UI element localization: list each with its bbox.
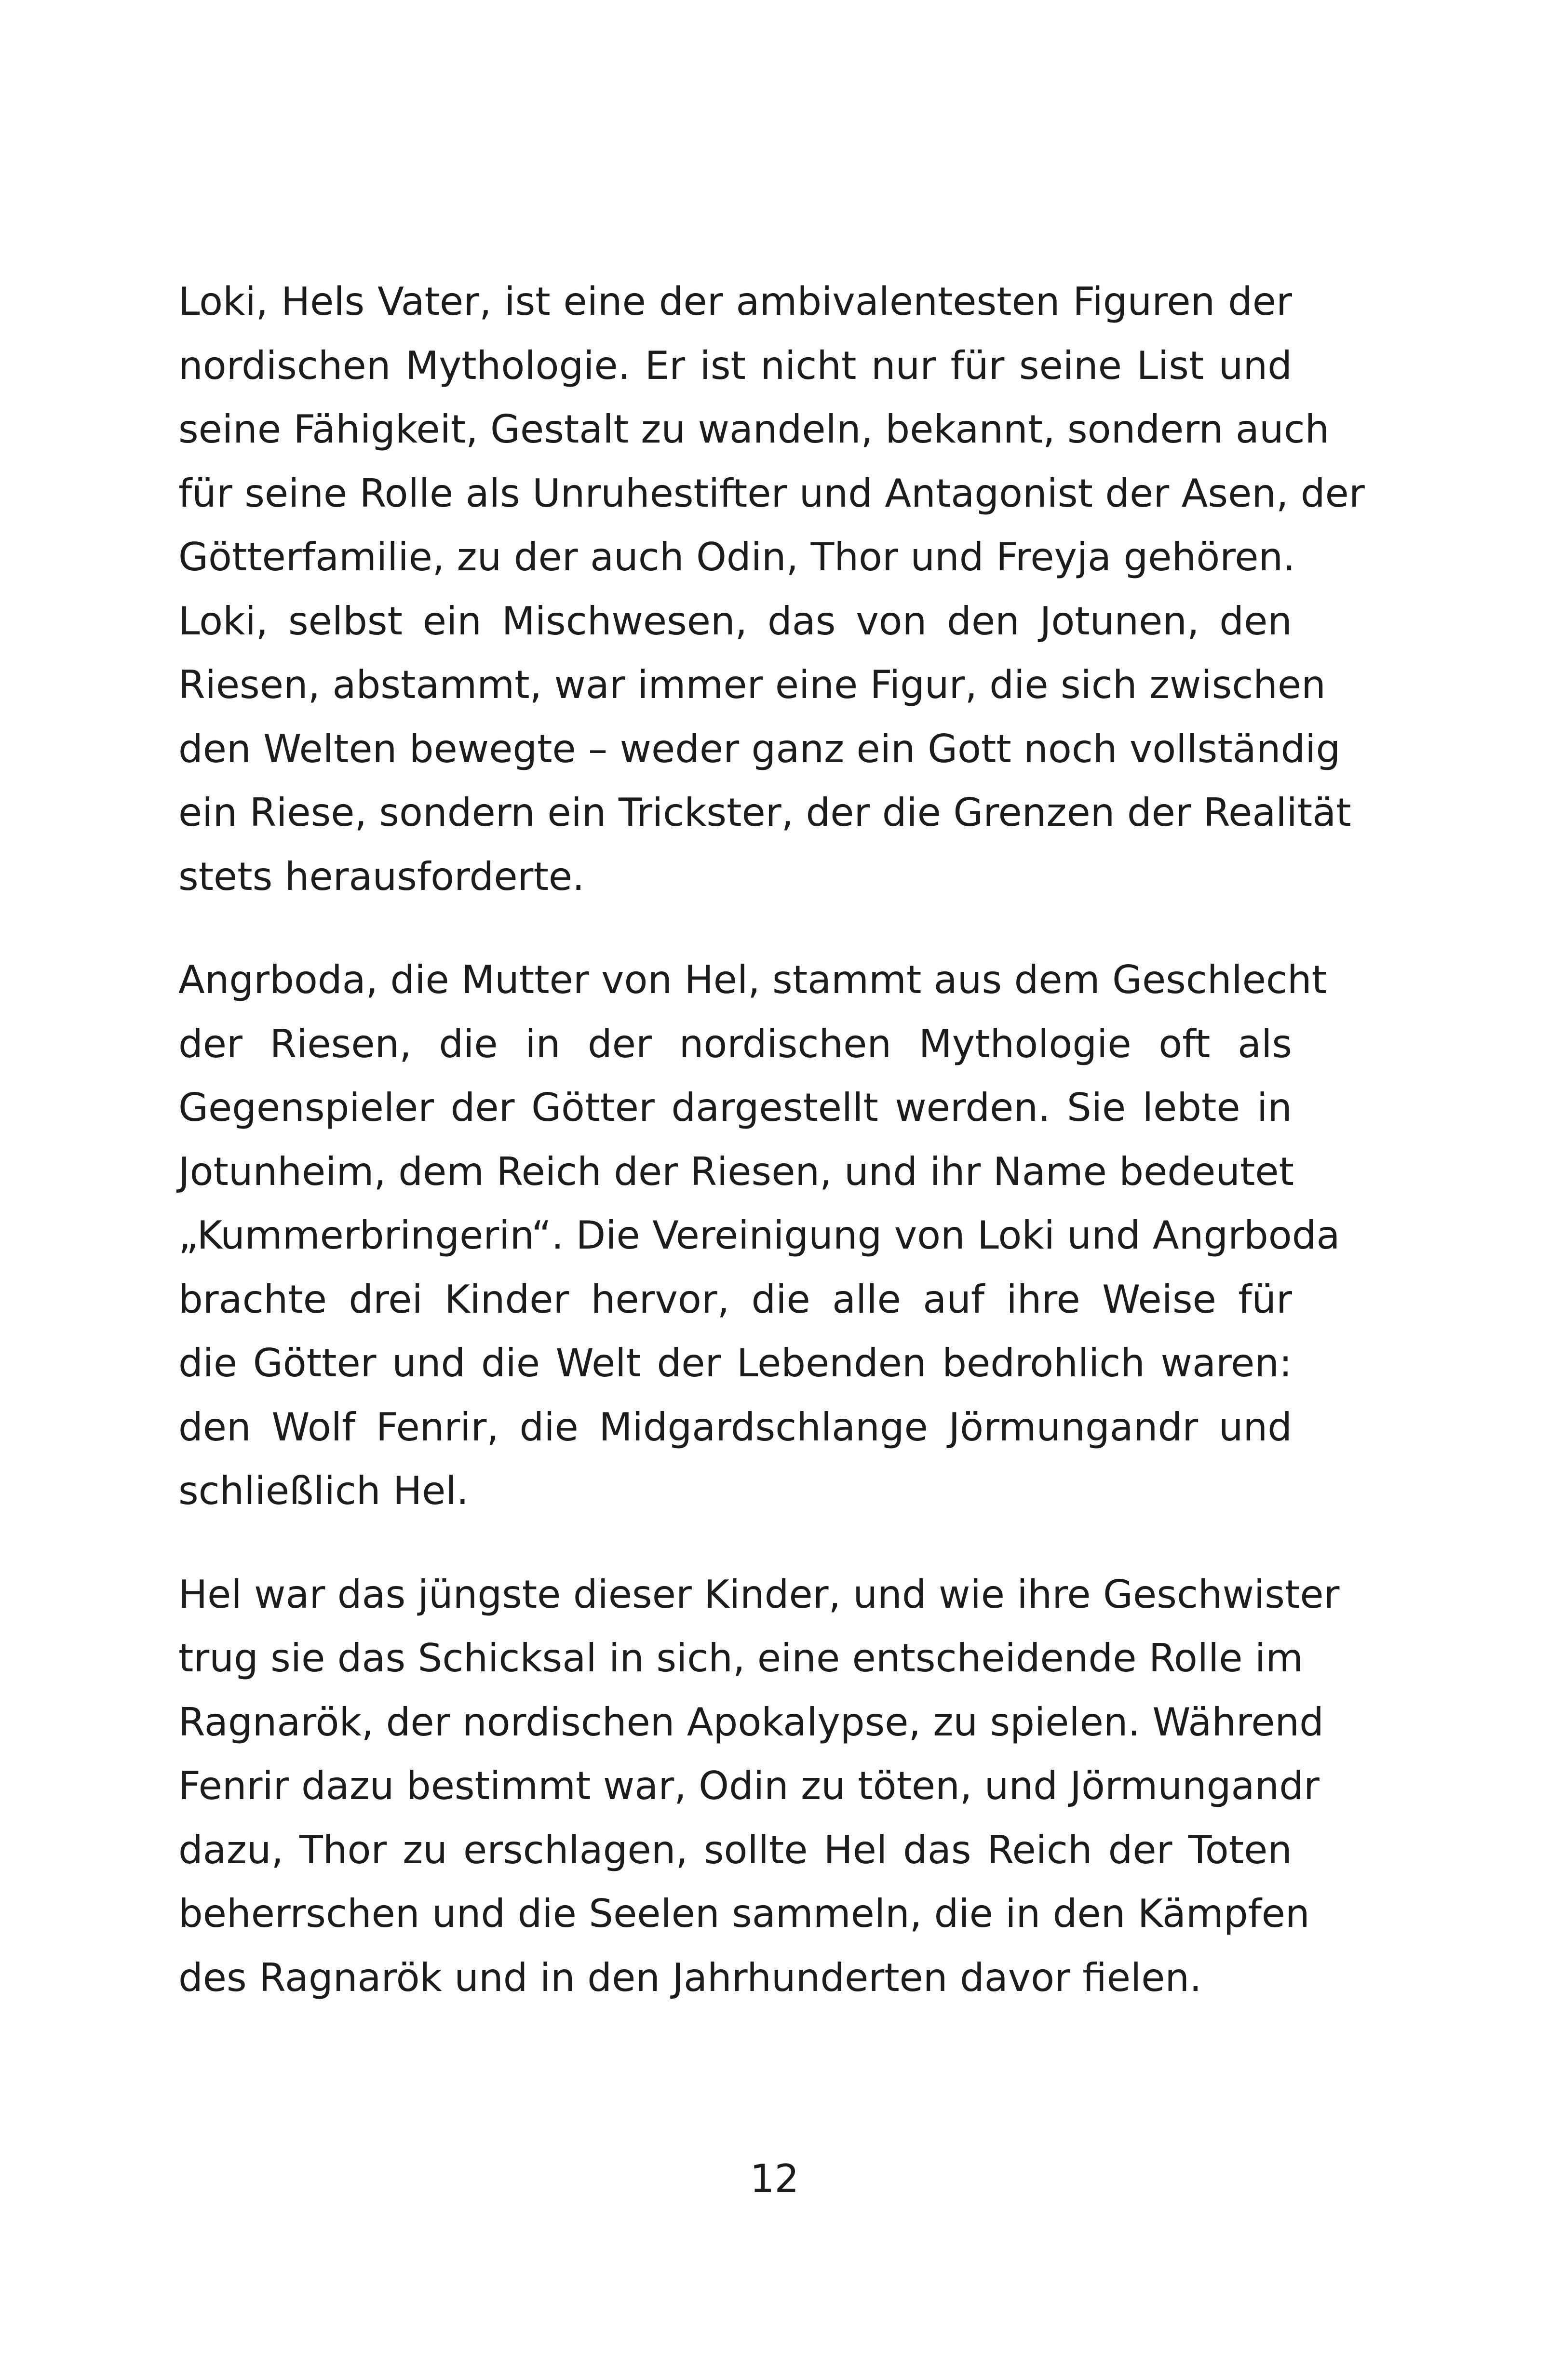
text-line: brachte drei Kinder hervor, die alle auf ihre Weise für: [178, 1277, 1292, 1322]
body-text: [178, 270, 1365, 2049]
text-line: Jotunheim, dem Reich der Riesen, und ihr Name bedeutet: [178, 1149, 1294, 1194]
text-line: stets herausforderte.: [178, 854, 585, 899]
paragraph-3: [178, 1563, 1340, 2010]
text-line: des Ragnarök und in den Jahrhunderten davor fielen.: [178, 1955, 1202, 2000]
text-line: Fenrir dazu bestimmt war, Odin zu töten, und Jörmungandr: [178, 1763, 1320, 1808]
text-line: dazu, Thor zu erschlagen, sollte Hel das Reich der Toten: [178, 1827, 1292, 1872]
text-line: für seine Rolle als Unruhestifter und Antagonist der Asen, der: [178, 471, 1365, 516]
text-line: seine Fähigkeit, Gestalt zu wandeln, bekannt, sondern auch: [178, 407, 1330, 452]
text-line: trug sie das Schicksal in sich, eine entscheidende Rolle im: [178, 1636, 1304, 1681]
text-line: Angrboda, die Mutter von Hel, stammt aus dem Geschlecht: [178, 957, 1327, 1002]
text-line: den Welten bewegte – weder ganz ein Gott noch vollständig: [178, 726, 1341, 771]
text-line: „Kummerbringerin“. Die Vereinigung von Loki und Angrboda: [178, 1213, 1340, 1258]
text-line: Hel war das jüngste dieser Kinder, und wie ihre Geschwister: [178, 1572, 1340, 1617]
text-line: schließlich Hel.: [178, 1468, 469, 1513]
text-line: Riesen, abstammt, war immer eine Figur, die sich zwischen: [178, 662, 1326, 707]
text-line: Götterfamilie, zu der auch Odin, Thor und Freyja gehören.: [178, 535, 1295, 579]
text-line: den Wolf Fenrir, die Midgardschlange Jörmungandr und: [178, 1404, 1292, 1450]
paragraph-2: [178, 948, 1340, 1523]
text-line: der Riesen, die in der nordischen Mythologie oft als: [178, 1021, 1292, 1066]
text-line: nordischen Mythologie. Er ist nicht nur für seine List und: [178, 343, 1292, 388]
text-line: Ragnarök, der nordischen Apokalypse, zu spielen. Während: [178, 1699, 1324, 1745]
page-number: 12: [750, 2156, 799, 2201]
text-line: Loki, selbst ein Mischwesen, das von den Jotunen, den: [178, 598, 1292, 644]
text-line: Loki, Hels Vater, ist eine der ambivalentesten Figuren der: [178, 279, 1292, 324]
text-line: die Götter und die Welt der Lebenden bedrohlich waren:: [178, 1341, 1292, 1385]
text-line: ein Riese, sondern ein Trickster, der die Grenzen der Realität: [178, 790, 1351, 835]
text-line: beherrschen und die Seelen sammeln, die in den Kämpfen: [178, 1891, 1310, 1936]
text-line: Gegenspieler der Götter dargestellt werden. Sie lebte in: [178, 1085, 1292, 1130]
paragraph-1: [178, 270, 1365, 909]
